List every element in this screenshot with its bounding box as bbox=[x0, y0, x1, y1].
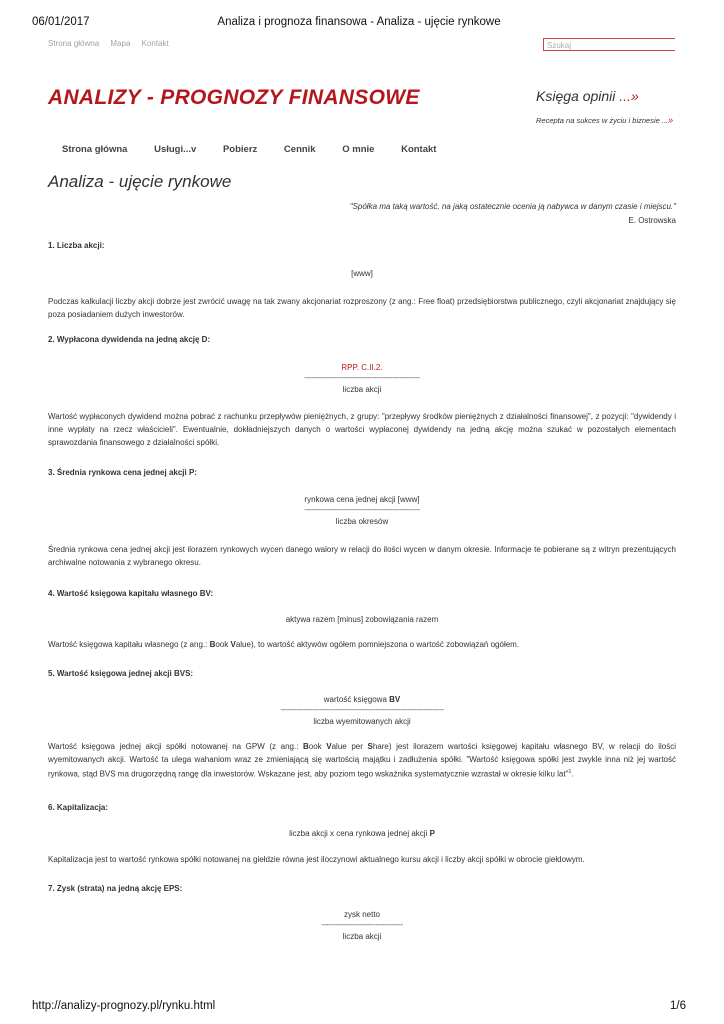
nav-item-services[interactable]: Usługi...v bbox=[154, 144, 197, 155]
section-heading: 3. Średnia rynkowa cena jednej akcji P: bbox=[48, 468, 197, 477]
fraction-line: ------------------------------------ bbox=[321, 920, 403, 929]
footnote-ref[interactable]: 1 bbox=[568, 769, 572, 775]
article-content bbox=[48, 200, 676, 941]
print-title: Analiza i prognoza finansowa - Analiza - ujęcie rynkowe bbox=[217, 16, 501, 28]
search-input[interactable]: Szukaj bbox=[543, 38, 675, 51]
top-nav bbox=[48, 39, 178, 48]
text-run: wartość księgowa bbox=[323, 695, 390, 704]
nav-item-download[interactable]: Pobierz bbox=[222, 144, 258, 155]
paragraph: Średnia rynkowa cena jednej akcji jest ilorazem rynkowych wycen danego walory w relacji do ilości wycen w danym okresie. Informacje te pobierane są z witryn prezentujących archiwalne notowania z wybranego okresu. bbox=[48, 545, 676, 567]
paragraph: Kapitalizacja jest to wartość rynkowa spółki notowanej na giełdzie równa jest iloczynowi aktualnego kursu akcji i liczby akcji spółki w obrocie giełdowym. bbox=[48, 855, 585, 864]
fraction-line: --------------------------------------------------- bbox=[304, 373, 420, 382]
formula-numerator: rynkowa cena jednej akcji [www] bbox=[304, 495, 420, 504]
section-7 bbox=[48, 884, 676, 941]
text-run-bold: B bbox=[303, 742, 309, 751]
text-run: alue per bbox=[331, 742, 368, 751]
formula-denominator: liczba wyemitowanych akcji bbox=[313, 717, 411, 726]
formula bbox=[48, 829, 676, 838]
section-heading: 6. Kapitalizacja: bbox=[48, 803, 109, 812]
guestbook-link[interactable] bbox=[536, 88, 639, 104]
success-recipe-link[interactable] bbox=[536, 115, 673, 125]
formula-numerator: zysk netto bbox=[343, 910, 380, 919]
text-run: alue), to wartość aktywów ogółem pomniejszona o wartość zobowiązań ogółem. bbox=[235, 640, 520, 649]
topnav-link-map[interactable]: Mapa bbox=[110, 39, 131, 48]
page-title: Analiza - ujęcie rynkowe bbox=[48, 172, 232, 191]
text-run: . bbox=[571, 769, 574, 779]
section-heading: 2. Wypłacona dywidenda na jedną akcję D: bbox=[48, 335, 211, 344]
section-heading: 5. Wartość księgowa jednej akcji BVS: bbox=[48, 669, 194, 678]
topnav-link-home[interactable]: Strona główna bbox=[48, 39, 100, 48]
text-run: ook bbox=[308, 742, 327, 751]
text-run: Wartość księgowa jednej akcji spółki notowanej na GPW (z ang.: bbox=[48, 742, 303, 751]
nav-item-contact[interactable]: Kontakt bbox=[401, 144, 437, 155]
fraction-line: --------------------------------------------------- bbox=[304, 505, 420, 514]
paragraph: Podczas kalkulacji liczby akcji dobrze jest zwrócić uwagę na tak zwany akcjonariat rozproszony (z ang.: Free float) przedsiębiorstwa publicznego, czyli akcjonariat znajdujący się poza posiadaniem dużych inwestorów. bbox=[48, 297, 676, 319]
text-run-bold: V bbox=[230, 640, 236, 649]
quote-author: E. Ostrowska bbox=[628, 216, 676, 225]
site-title[interactable]: ANALIZY - PROGNOZY FINANSOWE bbox=[48, 86, 420, 109]
section-2 bbox=[48, 335, 676, 449]
text-run-bold: V bbox=[326, 742, 332, 751]
text-run-bold: S bbox=[367, 742, 373, 751]
text-run: Wartość księgowa kapitału własnego (z ang.: bbox=[48, 640, 210, 649]
section-1 bbox=[48, 241, 676, 321]
formula-numerator-link[interactable]: RPP. C.II.2. bbox=[341, 363, 383, 372]
paragraph: Wartość wypłaconych dywidend można pobrać z rachunku przepływów pieniężnych, z grupy: "przepływy środków pieniężnych z działalności finansowej", z pozycji: "dywidendy i inne wypłaty na rzecz właścicieli". Ewentualnie, dokładniejszych danych o wartości wypłaconej dywidendy na jedną akcję można szukać w pozostałych elementach sprawozdania finansowego z działalności spółki. bbox=[48, 412, 676, 447]
formula-numerator bbox=[48, 695, 676, 704]
text-run-bold: P bbox=[429, 829, 435, 838]
text-run-bold: BV bbox=[389, 695, 401, 704]
guestbook-more: ...» bbox=[615, 88, 639, 104]
paragraph bbox=[48, 740, 676, 781]
formula-denominator: liczba akcji bbox=[342, 932, 382, 941]
formula: aktywa razem [minus] zobowiązania razem bbox=[285, 615, 439, 624]
guestbook-label: Księga opinii bbox=[536, 88, 616, 104]
success-recipe-more: » bbox=[668, 115, 674, 125]
formula-denominator: liczba okresów bbox=[335, 517, 389, 526]
section-5 bbox=[48, 669, 676, 781]
nav-item-home[interactable]: Strona główna bbox=[62, 144, 128, 155]
section-heading: 4. Wartość księgowa kapitału własnego BV: bbox=[48, 589, 214, 598]
print-date: 06/01/2017 bbox=[32, 16, 90, 28]
section-heading: 7. Zysk (strata) na jedną akcję EPS: bbox=[48, 884, 183, 893]
section-heading: 1. Liczba akcji: bbox=[48, 241, 105, 250]
formula-denominator: liczba akcji bbox=[342, 385, 382, 394]
topnav-link-contact[interactable]: Kontakt bbox=[141, 39, 169, 48]
formula: [www] bbox=[351, 269, 373, 278]
text-run-bold: B bbox=[209, 640, 216, 649]
paragraph bbox=[48, 638, 676, 651]
print-header bbox=[32, 16, 686, 30]
success-recipe-label: Recepta na sukces w życiu i biznesie ... bbox=[536, 116, 669, 125]
nav-item-about[interactable]: O mnie bbox=[342, 144, 375, 155]
text-run: ook bbox=[215, 640, 231, 649]
print-url: http://analizy-prognozy.pl/rynku.html bbox=[32, 1000, 216, 1012]
main-nav bbox=[62, 144, 460, 155]
text-run: liczba akcji x cena rynkowa jednej akcji bbox=[289, 829, 430, 838]
section-6 bbox=[48, 803, 676, 866]
quote-text: "Spółka ma taką wartość, na jaką ostatecznie ocenia ją nabywca w danym czasie i miejscu." bbox=[349, 202, 676, 211]
page-number: 1/6 bbox=[670, 1000, 686, 1012]
section-3 bbox=[48, 468, 676, 569]
text-run: hare) jest ilorazem wartości księgowej kapitału własnego BV, w relacji do ilości wyemitowanych akcji. Wartość ta ulega wahaniom wraz ze zmieniającą się wartością majątku i zadłużenia spółki. "Wartość księgowa spółki jest zwykle inna niż jej wartość rynkowa, stąd BVS ma drugorzędną rangę dla inwestorów. Wskazane jest, aby poziom tego wskaźnika systematycznie wzrastał w okresie kilku lat" bbox=[48, 742, 676, 779]
fraction-line: ------------------------------------------------------------------------ bbox=[280, 705, 444, 714]
nav-item-pricing[interactable]: Cennik bbox=[283, 144, 316, 155]
section-4 bbox=[48, 589, 676, 651]
